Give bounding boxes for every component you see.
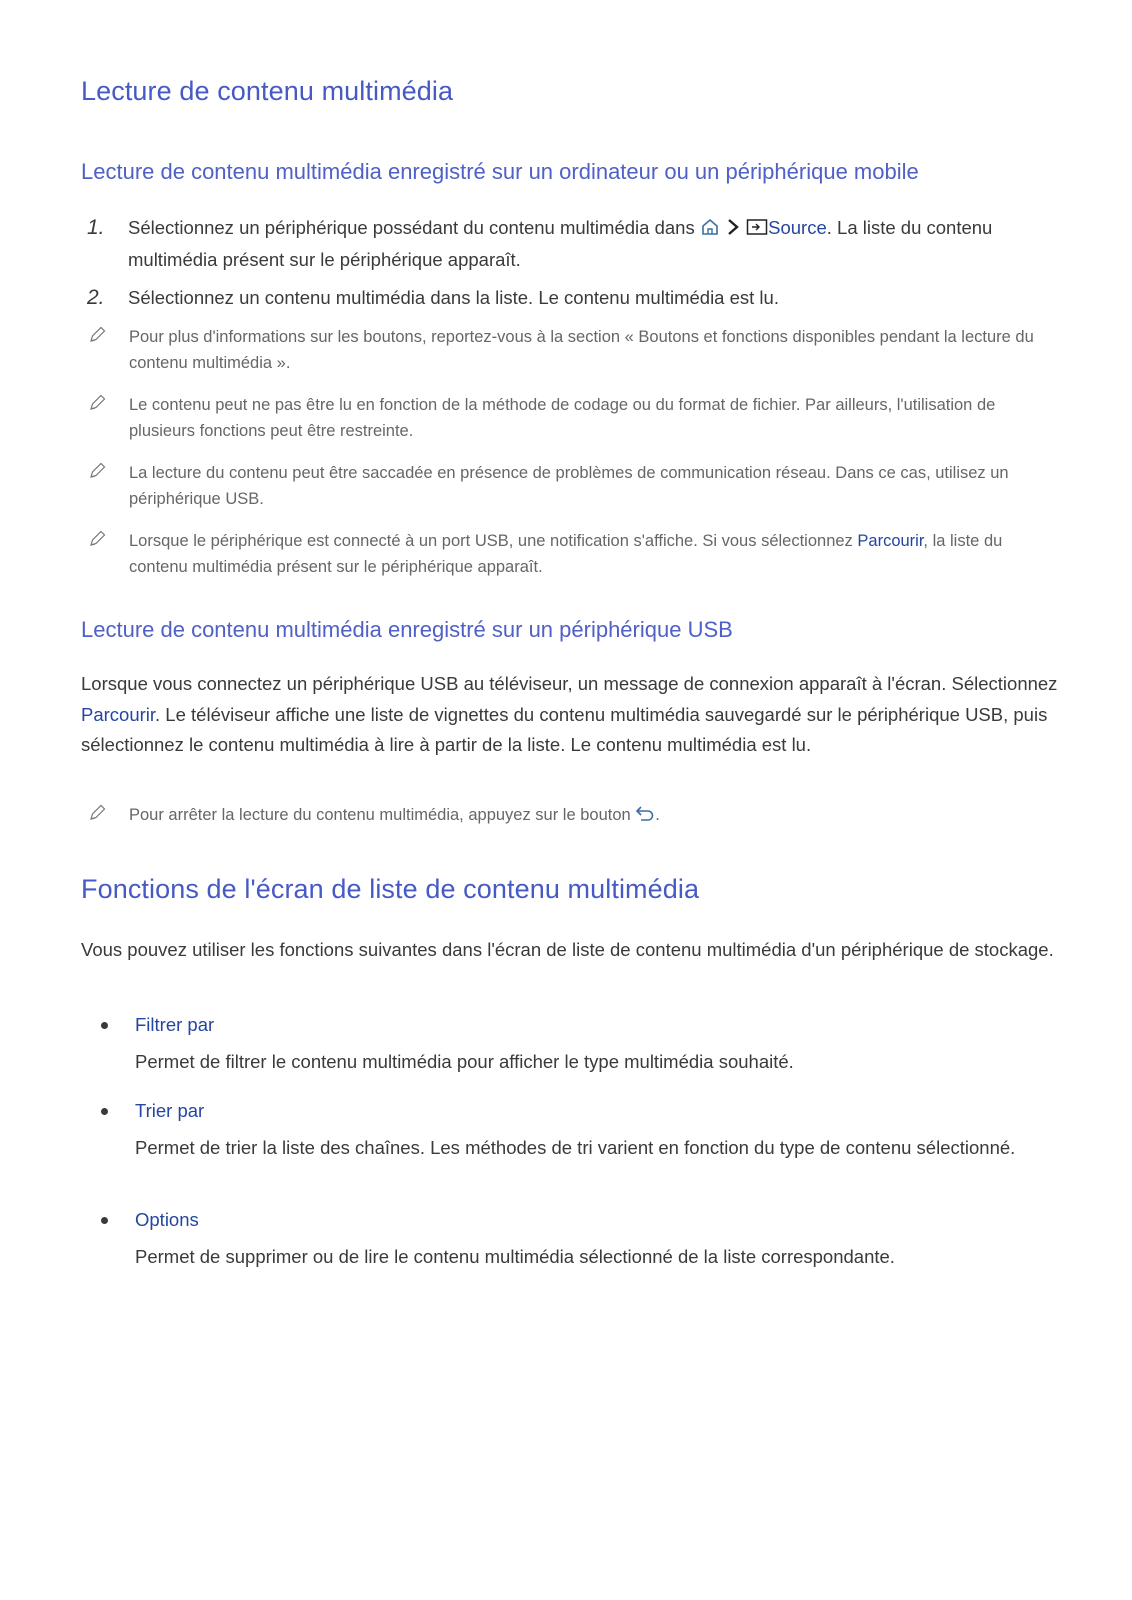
bullet-dot <box>101 1217 108 1224</box>
step-number: 1. <box>87 216 105 239</box>
bullet-options[interactable] <box>101 1207 199 1233</box>
source-icon <box>746 217 768 237</box>
note-2 <box>86 392 1046 444</box>
bullet-label[interactable]: Filtrer par <box>135 1014 215 1035</box>
bullet-dot <box>101 1022 108 1029</box>
pencil-note-icon <box>87 461 107 481</box>
parcourir-link[interactable]: Parcourir <box>81 703 156 725</box>
chevron-right-icon <box>725 217 741 237</box>
pencil-note-icon <box>87 529 107 549</box>
note-text-before: Pour arrêter la lecture du contenu multimédia, appuyez sur le bouton <box>129 806 631 824</box>
usb-paragraph <box>81 669 1061 761</box>
note-text: Le contenu peut ne pas être lu en fonction de la méthode de codage ou du format de fichier. Par ailleurs, l'utilisation de plusieurs fonctions peut être restreinte. <box>129 396 996 440</box>
parcourir-link[interactable]: Parcourir <box>857 532 924 550</box>
step-text: Sélectionnez un contenu multimédia dans la liste. Le contenu multimédia est lu. <box>128 287 779 308</box>
pencil-note-icon <box>87 803 107 823</box>
fonctions-intro: Vous pouvez utiliser les fonctions suivantes dans l'écran de liste de contenu multimédia d'un périphérique de stockage. <box>81 939 1054 960</box>
section-title-lecture: Lecture de contenu multimédia <box>81 76 454 106</box>
note-text <box>129 528 1046 580</box>
note-1 <box>86 324 1046 376</box>
bullet-trier-par[interactable] <box>101 1098 204 1124</box>
step-text-after: . La liste du contenu multimédia présent sur le périphérique apparaît. <box>128 217 993 270</box>
pencil-note-icon <box>87 325 107 345</box>
source-link[interactable]: Source <box>768 217 827 238</box>
note-text: Pour plus d'informations sur les boutons, reportez-vous à la section « Boutons et fonctions disponibles pendant la lecture du contenu multimédia ». <box>129 328 1034 372</box>
step-1 <box>81 212 1061 276</box>
bullet-filtrer-par[interactable] <box>101 1012 214 1038</box>
section-title-fonctions: Fonctions de l'écran de liste de contenu multimédia <box>81 874 700 904</box>
pencil-note-icon <box>87 393 107 413</box>
step-text-before: Sélectionnez un périphérique possédant du contenu multimédia dans <box>128 217 695 238</box>
return-icon <box>635 805 655 823</box>
usb-paragraph-after: . Le téléviseur affiche une liste de vignettes du contenu multimédia sauvegardé sur le périphérique USB, puis sélectionnez le contenu multimédia à lire à partir de la liste. Le contenu multimédia est lu. <box>81 703 1048 755</box>
note-4 <box>86 528 1046 580</box>
subsection-title-ordinateur: Lecture de contenu multimédia enregistré sur un ordinateur ou un périphérique mobile <box>81 159 919 184</box>
step-2 <box>81 282 1061 314</box>
home-icon <box>700 217 720 237</box>
bullet-description: Permet de filtrer le contenu multimédia pour afficher le type multimédia souhaité. <box>135 1051 794 1072</box>
bullet-label[interactable]: Trier par <box>135 1100 205 1121</box>
note-text-after: . <box>655 806 660 824</box>
usb-paragraph-before: Lorsque vous connectez un périphérique USB au téléviseur, un message de connexion apparaît à l'écran. Sélectionnez <box>81 673 1058 694</box>
note-3 <box>86 460 1046 512</box>
subsection-title-usb: Lecture de contenu multimédia enregistré sur un périphérique USB <box>81 617 733 642</box>
note-text-after: , la liste du contenu multimédia présent sur le périphérique apparaît. <box>129 532 1003 576</box>
step-text <box>128 212 1061 276</box>
note-stop <box>86 802 1046 828</box>
bullet-description: Permet de trier la liste des chaînes. Les méthodes de tri varient en fonction du type de contenu sélectionné. <box>135 1137 1016 1158</box>
bullet-label[interactable]: Options <box>135 1209 199 1230</box>
note-text: La lecture du contenu peut être saccadée en présence de problèmes de communication réseau. Dans ce cas, utilisez un périphérique USB. <box>129 464 1009 508</box>
bullet-description: Permet de supprimer ou de lire le contenu multimédia sélectionné de la liste correspondante. <box>135 1246 895 1267</box>
note-text <box>129 802 1046 828</box>
bullet-dot <box>101 1108 108 1115</box>
step-number: 2. <box>87 286 105 309</box>
note-text-before: Lorsque le périphérique est connecté à un port USB, une notification s'affiche. Si vous sélectionnez <box>129 532 853 550</box>
